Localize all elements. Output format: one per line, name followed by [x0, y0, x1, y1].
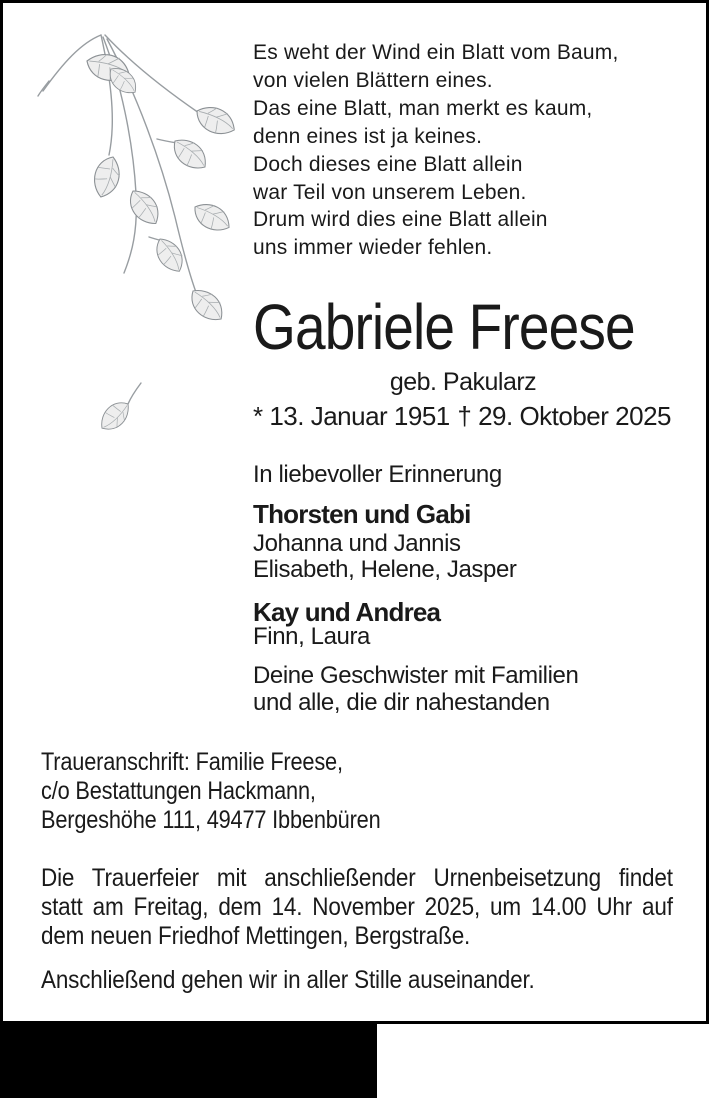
service-line: dem neuen Friedhof Mettingen, Bergstraße.	[41, 922, 471, 950]
remembrance-intro: In liebevoller Erinnerung	[253, 461, 502, 488]
poem-line: war Teil von unserem Leben.	[253, 180, 527, 204]
maiden-name: geb. Pakularz	[389, 368, 537, 396]
redacted-block	[0, 1024, 377, 1098]
remembrance-closing	[253, 662, 578, 716]
address-line: Traueranschrift: Familie Freese,	[41, 748, 343, 776]
family-group-1-heading: Thorsten und Gabi	[253, 499, 471, 529]
farewell-note: Anschließend gehen wir in aller Stille auseinander.	[41, 966, 535, 994]
death-date: † 29. Oktober 2025	[457, 401, 671, 431]
service-line: Die Trauerfeier mit anschließender Urnenbeisetzung findet	[41, 864, 673, 892]
family-group-1-line: Elisabeth, Helene, Jasper	[253, 556, 517, 583]
mourning-address	[41, 748, 381, 835]
remembrance-closing-line: Deine Geschwister mit Familien	[253, 662, 579, 689]
remembrance-closing-line: und alle, die dir nahestanden	[253, 689, 550, 716]
family-group-1-line: Johanna und Jannis	[253, 530, 461, 557]
memorial-poem	[253, 39, 619, 262]
poem-line: Das eine Blatt, man merkt es kaum,	[253, 96, 593, 120]
address-line: c/o Bestattungen Hackmann,	[41, 777, 316, 805]
poem-line: denn eines ist ja keines.	[253, 124, 483, 148]
poem-line: von vielen Blättern eines.	[253, 68, 493, 92]
falling-leaf-sketch	[95, 383, 141, 435]
poem-line: Es weht der Wind ein Blatt vom Baum,	[253, 41, 619, 64]
poem-line: Drum wird dies eine Blatt allein	[253, 208, 548, 232]
deceased-name: Gabriele Freese	[253, 291, 635, 363]
address-line: Bergeshöhe 111, 49477 Ibbenbüren	[41, 806, 381, 834]
poem-line: uns immer wieder fehlen.	[253, 236, 493, 260]
birth-date: * 13. Januar 1951	[253, 401, 450, 431]
family-group-2-line: Finn, Laura	[253, 623, 371, 650]
family-group-2-heading: Kay und Andrea	[253, 597, 441, 627]
life-dates	[253, 401, 671, 432]
leaf-branch-sketch	[29, 21, 249, 451]
service-line: statt am Freitag, dem 14. November 2025, um 14.00 Uhr auf	[41, 893, 673, 921]
poem-line: Doch dieses eine Blatt allein	[253, 152, 523, 176]
funeral-service-info	[41, 864, 673, 951]
